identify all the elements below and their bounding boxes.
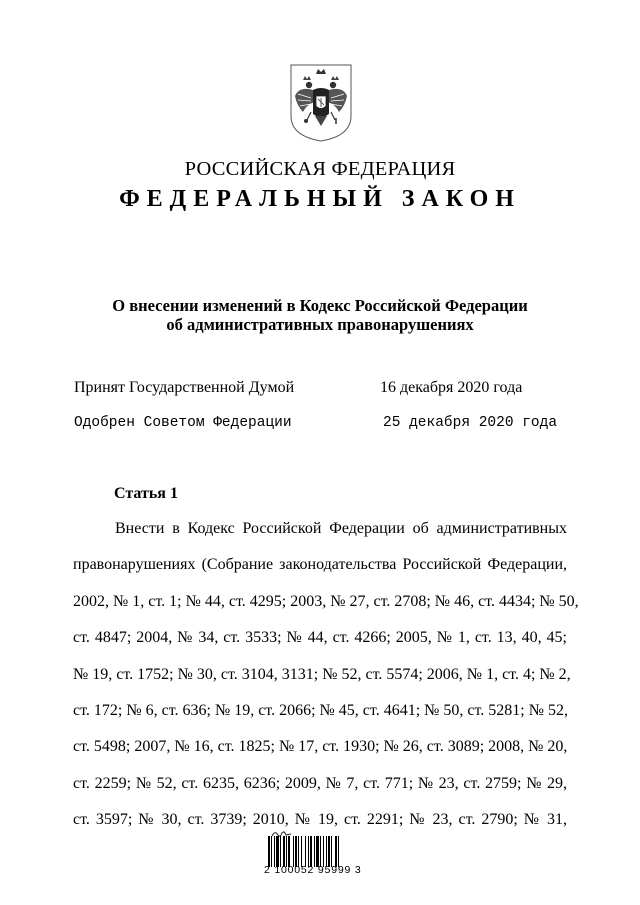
coat-of-arms-icon <box>289 64 353 142</box>
article-line: ст. 3597; № 30, ст. 3739; 2010, № 19, ст. 2291; № 23, ст. 2790; № 31, <box>73 811 567 829</box>
law-title-line: об административных правонарушениях <box>166 315 474 334</box>
handwritten-mark-icon <box>271 826 293 836</box>
article-line: ст. 4847; 2004, № 34, ст. 3533; № 44, ст. 4266; 2005, № 1, ст. 13, 40, 45; <box>73 629 567 647</box>
barcode-number: 2 100052 95999 3 <box>264 864 362 876</box>
article-heading: Статья 1 <box>114 485 178 502</box>
barcode-icon <box>268 836 372 867</box>
country-name: РОССИЙСКАЯ ФЕДЕРАЦИЯ <box>184 158 456 180</box>
law-title <box>0 296 640 334</box>
article-line: № 19, ст. 1752; № 30, ст. 3104, 3131; № 52, ст. 5574; 2006, № 1, ст. 4; № 2, <box>73 665 571 683</box>
duma-adoption-date: 16 декабря 2020 года <box>380 379 523 396</box>
article-line: ст. 2259; № 52, ст. 6235, 6236; 2009, № 7, ст. 771; № 23, ст. 2759; № 29, <box>73 774 567 792</box>
article-line: ст. 172; № 6, ст. 636; № 19, ст. 2066; № 45, ст. 4641; № 50, ст. 5281; № 52, <box>73 702 569 720</box>
council-approval-label: Одобрен Советом Федерации <box>74 415 292 431</box>
law-title-line: О внесении изменений в Кодекс Российской Федерации <box>112 296 528 315</box>
document-type: ФЕДЕРАЛЬНЫЙ ЗАКОН <box>119 186 521 212</box>
article-line: 2002, № 1, ст. 1; № 44, ст. 4295; 2003, № 27, ст. 2708; № 46, ст. 4434; № 50, <box>73 592 579 610</box>
article-body <box>73 511 579 839</box>
duma-adoption-label: Принят Государственной Думой <box>74 379 295 396</box>
article-line: ст. 5498; 2007, № 16, ст. 1825; № 17, ст. 1930; № 26, ст. 3089; 2008, № 20, <box>73 738 568 756</box>
council-approval-date: 25 декабря 2020 года <box>383 415 558 431</box>
article-line: Внести в Кодекс Российской Федерации об административных <box>115 520 567 537</box>
article-line: правонарушениях (Собрание законодательства Российской Федерации, <box>73 556 567 574</box>
